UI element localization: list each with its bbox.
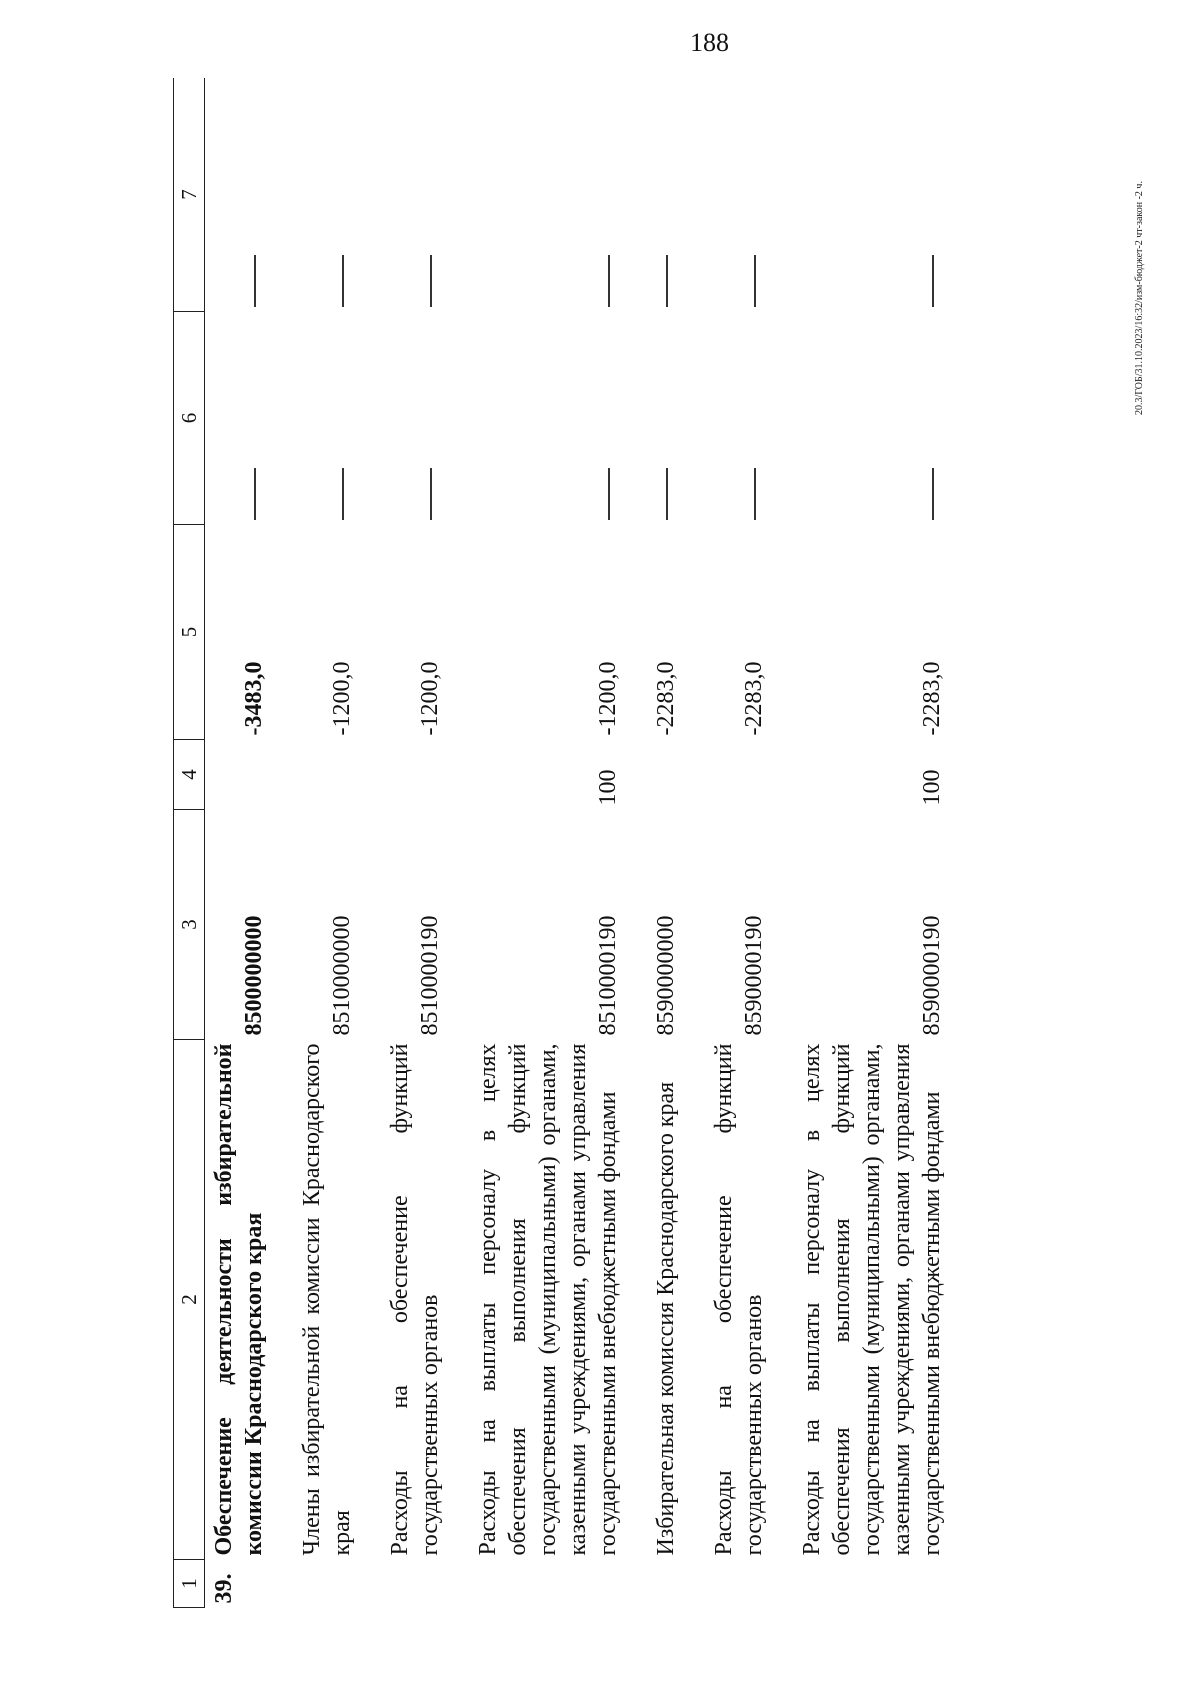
row-code: 8500000000 xyxy=(241,915,267,1036)
row-name: Избирательная комиссия Краснодарского края xyxy=(653,1081,679,1556)
row-type xyxy=(695,740,783,810)
dash-mark xyxy=(932,256,934,308)
row-amount: -1200,0 xyxy=(417,661,443,736)
row-amount: -2283,0 xyxy=(919,661,945,736)
table-row xyxy=(371,78,459,1608)
row-name: Расходы на выплаты персоналу в целях обеспечения выполнения функций государственными (муниципальными) органами, казенными учреждениями, органами управления государственными внебюджетными фондами xyxy=(799,1043,945,1556)
row-type: 100 xyxy=(595,769,621,806)
header-col-3: 3 xyxy=(174,810,205,1040)
row-amount: -1200,0 xyxy=(595,661,621,736)
row-name: Обеспечение деятельности избирательной комиссии Краснодарского края xyxy=(211,1043,267,1556)
dash-mark xyxy=(254,256,256,308)
row-amount: -2283,0 xyxy=(653,661,679,736)
row-col6 xyxy=(205,312,284,525)
row-type xyxy=(637,740,695,810)
dash-mark xyxy=(932,469,934,521)
table-row xyxy=(205,78,284,1608)
row-col6 xyxy=(459,312,637,525)
row-code: 8510000190 xyxy=(417,915,443,1036)
row-name: Расходы на обеспечение функций государственных органов xyxy=(711,1043,767,1556)
row-type xyxy=(205,740,284,810)
header-col-6: 6 xyxy=(174,312,205,525)
row-number xyxy=(695,1560,783,1608)
header-col-2: 2 xyxy=(174,1040,205,1560)
row-number xyxy=(371,1560,459,1608)
budget-table-frame xyxy=(173,78,1200,1608)
table-row xyxy=(783,78,961,1608)
row-number xyxy=(637,1560,695,1608)
row-amount: -2283,0 xyxy=(741,661,767,736)
dash-mark xyxy=(430,256,432,308)
row-type xyxy=(283,740,371,810)
row-code: 8590000190 xyxy=(919,915,945,1036)
row-name: Члены избирательной комиссии Краснодарского края xyxy=(299,1043,355,1556)
dash-mark xyxy=(608,469,610,521)
header-row xyxy=(174,78,205,1608)
row-number xyxy=(283,1560,371,1608)
dash-mark xyxy=(754,469,756,521)
row-number xyxy=(459,1560,637,1608)
dash-mark xyxy=(666,256,668,308)
table-row xyxy=(459,78,637,1608)
row-amount: -3483,0 xyxy=(241,661,267,736)
dash-mark xyxy=(254,469,256,521)
table-row xyxy=(695,78,783,1608)
row-code: 8510000000 xyxy=(329,915,355,1036)
row-number xyxy=(783,1560,961,1608)
row-col6 xyxy=(783,312,961,525)
row-type: 100 xyxy=(919,769,945,806)
dash-mark xyxy=(608,256,610,308)
row-col7 xyxy=(283,78,371,312)
footer-code-text: 20.3/ГОБ/31.10.2023/16:32/изм-бюджет-2 чт-закон -2 ч. xyxy=(1134,181,1145,415)
row-col6 xyxy=(637,312,695,525)
header-col-7: 7 xyxy=(174,78,205,312)
row-col7 xyxy=(205,78,284,312)
row-col6 xyxy=(371,312,459,525)
row-col7 xyxy=(783,78,961,312)
dash-mark xyxy=(666,469,668,521)
dash-mark xyxy=(342,256,344,308)
row-col6 xyxy=(695,312,783,525)
row-col6 xyxy=(283,312,371,525)
table-row xyxy=(637,78,695,1608)
header-col-4: 4 xyxy=(174,740,205,810)
header-col-5: 5 xyxy=(174,525,205,740)
row-amount: -1200,0 xyxy=(329,661,355,736)
page-number: 188 xyxy=(690,28,729,57)
header-col-1: 1 xyxy=(174,1560,205,1608)
row-code: 8590000000 xyxy=(653,915,679,1036)
row-name: Расходы на выплаты персоналу в целях обеспечения выполнения функций государственными (муниципальными) органами, казенными учреждениями, органами управления государственными внебюджетными фондами xyxy=(475,1043,621,1556)
row-code: 8510000190 xyxy=(595,915,621,1036)
budget-table xyxy=(173,78,961,1608)
row-code: 8590000190 xyxy=(741,915,767,1036)
dash-mark xyxy=(342,469,344,521)
table-row xyxy=(283,78,371,1608)
row-name: Расходы на обеспечение функций государственных органов xyxy=(387,1043,443,1556)
row-col7 xyxy=(459,78,637,312)
row-col7 xyxy=(695,78,783,312)
budget-table-rotated xyxy=(173,78,1200,1608)
row-type xyxy=(371,740,459,810)
dash-mark xyxy=(754,256,756,308)
row-col7 xyxy=(371,78,459,312)
row-number: 39. xyxy=(211,1573,237,1604)
dash-mark xyxy=(430,469,432,521)
row-col7 xyxy=(637,78,695,312)
